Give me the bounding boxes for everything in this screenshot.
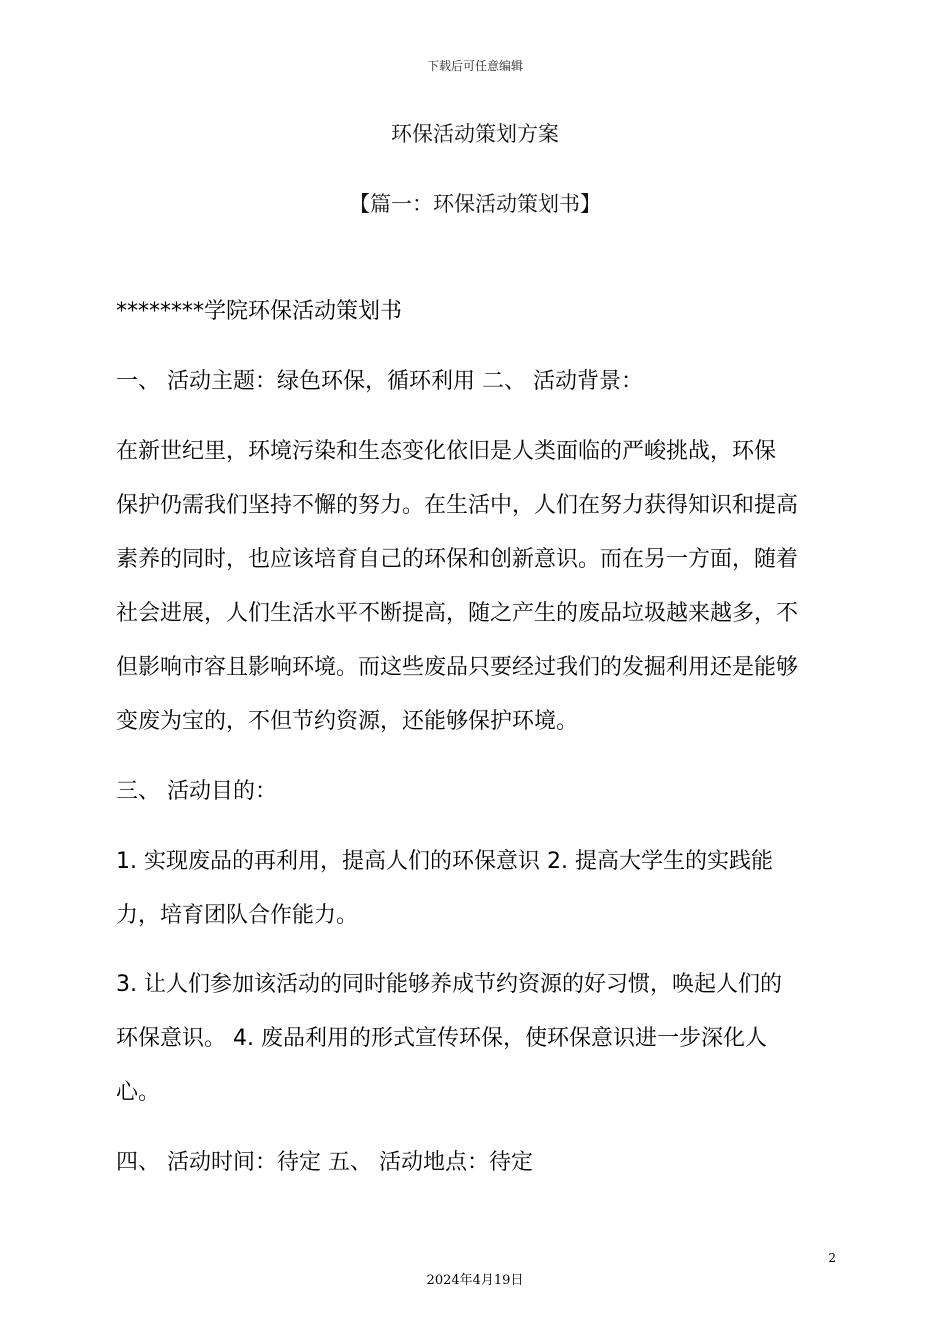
body-line: 社会进展，人们生活水平不断提高，随之产生的废品垃圾越来越多，不 bbox=[116, 601, 799, 626]
body-line: 素养的同时，也应该培育自己的环保和创新意识。而在另一方面，随着 bbox=[116, 547, 799, 572]
body-line: 力，培育团队合作能力。 bbox=[116, 903, 359, 928]
section-heading-purpose: 三、 活动目的： bbox=[116, 779, 277, 804]
section-heading-time-location: 四、 活动时间：待定 五、 活动地点：待定 bbox=[116, 1150, 533, 1175]
header-note: 下载后可任意编辑 bbox=[426, 59, 523, 73]
body-line: 保护仍需我们坚持不懈的努力。在生活中，人们在努力获得知识和提高 bbox=[116, 493, 799, 518]
section-heading-plan-title: ********学院环保活动策划书 bbox=[116, 299, 403, 324]
body-line: 环保意识。 4. 废品利用的形式宣传环保，使环保意识进一步深化人 bbox=[116, 1026, 767, 1051]
section-heading-theme-background: 一、 活动主题：绿色环保，循环利用 二、 活动背景： bbox=[116, 369, 643, 394]
page-number: 2 bbox=[828, 1251, 836, 1265]
body-line: 1. 实现废品的再利用，提高人们的环保意识 2. 提高大学生的实践能 bbox=[116, 849, 773, 874]
body-line: 3. 让人们参加该活动的同时能够养成节约资源的好习惯，唤起人们的 bbox=[116, 972, 782, 997]
document-subtitle: 【篇一：环保活动策划书】 bbox=[349, 192, 601, 216]
body-line: 但影响市容且影响环境。而这些废品只要经过我们的发掘利用还是能够 bbox=[116, 655, 799, 680]
body-line: 心。 bbox=[116, 1080, 161, 1105]
footer-date: 2024年4月19日 bbox=[426, 1273, 524, 1288]
document-title: 环保活动策划方案 bbox=[391, 122, 559, 146]
body-line: 在新世纪里，环境污染和生态变化依旧是人类面临的严峻挑战，环保 bbox=[116, 439, 777, 464]
body-line: 变废为宝的，不但节约资源，还能够保护环境。 bbox=[116, 709, 579, 734]
